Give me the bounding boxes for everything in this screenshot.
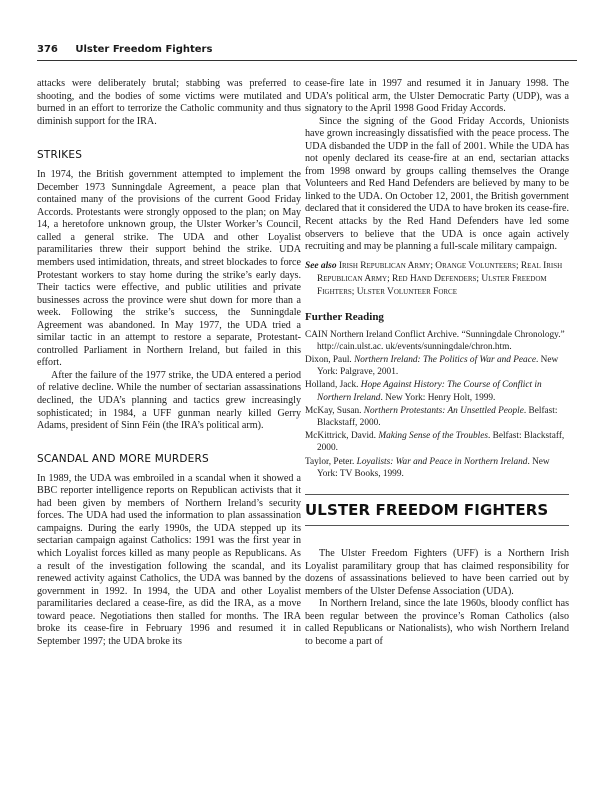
running-title: Ulster Freedom Fighters	[75, 44, 213, 55]
article-title: ULSTER FREEDOM FIGHTERS	[305, 501, 549, 520]
reference-item: CAIN Northern Ireland Conflict Archive. “Sunningdale Chronology.” http://cain.ulst.ac. uk/events/sunningdale/chron.htm.	[305, 329, 565, 352]
reference-item: Taylor, Peter. Loyalists: War and Peace in Northern Ireland. New York: TV Books, 1999.	[305, 456, 550, 479]
paragraph: After the failure of the 1977 strike, the UDA entered a period of relative decline. While the number of sectarian assassinations declined, the UDA’s planning and tactics grew increasingly sophisticated; in 1984, a UFF gunman nearly killed Gerry Adams, president of Sinn Féin (the IRA’s political arm).	[37, 369, 301, 432]
reference-item: Dixon, Paul. Northern Ireland: The Politics of War and Peace. New York: Palgrave, 2001.	[305, 355, 559, 378]
see-also-entries: Irish Republican Army; Orange Volunteers; Real Irish Republican Army; Red Hand Defenders; Ulster Freedom Fighters; Ulster Volunteer Force	[317, 260, 563, 297]
paragraph: cease-fire late in 1997 and resumed it in January 1998. The UDA’s political arm, the Ulster Democratic Party (UDP), was a signatory to the April 1998 Good Friday Accords.	[305, 78, 569, 115]
section-heading-strikes: STRIKES	[37, 149, 83, 162]
reference-item: McKittrick, David. Making Sense of the Troubles. Belfast: Blackstaff, 2000.	[305, 431, 565, 454]
running-header	[37, 44, 577, 55]
article-rule-top	[305, 494, 569, 495]
section-heading-scandal: SCANDAL AND MORE MURDERS	[37, 452, 209, 465]
header-rule	[37, 60, 577, 61]
paragraph: Since the signing of the Good Friday Accords, Unionists have grown increasingly dissatisfied with the peace process. The UDA disbanded the UDP in the fall of 2001. While the UDA has not openly declared its cease-fire at an end, sectarian attacks from 1998 onward by groups calling themselves the Orange Volunteers and Red Hand Defenders are believed by many to be linked to the UDA. On October 12, 2001, the British government declared that it considered the UDA to have broken its cease-fire. Recent attacks by the Red Hand Defenders have led some observers to believe that the UDA is once again actively recruiting and may be planning a full-scale military campaign.	[305, 115, 569, 253]
see-also-label: See also	[305, 260, 337, 271]
paragraph: In 1989, the UDA was embroiled in a scandal when it showed a BBC reporter intelligence reports on Republican activists that it had been given by members of Northern Ireland’s security forces. The UDA had used the information to plan assassination campaigns. During the early 1990s, the UDA stepped up its sectarian campaign against Catholics: 1991 was the first year in which Loyalist forces killed as many people as Republicans. As a result of the investigation following the scandal, and its renewed activity against Catholics, the UDA was banned by the government in 1992. In 1994, the UDA and other Loyalist paramilitaries declared a cease-fire, as did the IRA, as a move toward peace. Negotiations then stalled for months. The IRA broke its cease-fire in February 1996 and resumed it in September 1997; the UDA broke its	[37, 472, 301, 647]
page-number: 376	[37, 44, 58, 55]
paragraph: attacks were deliberately brutal; stabbing was preferred to shooting, and the bodies of some victims were mutilated and burned in an effort to terrorize the Catholic community and thus diminish support for the IRA.	[37, 78, 301, 127]
right-column	[305, 78, 569, 648]
article-rule-bottom	[305, 525, 569, 526]
reference-item: Holland, Jack. Hope Against History: The Course of Conflict in Northern Ireland. New York: Henry Holt, 1999.	[305, 380, 542, 403]
see-also	[305, 260, 569, 299]
reference-item: McKay, Susan. Northern Protestants: An Unsettled People. Belfast: Blackstaff, 2000.	[305, 405, 558, 429]
paragraph: In Northern Ireland, since the late 1960s, bloody conflict has been regular between the province’s Roman Catholics (also called Republicans or Nationalists), who wish Northern Ireland to become a part of	[305, 598, 569, 647]
further-reading-heading: Further Reading	[305, 310, 384, 323]
paragraph: The Ulster Freedom Fighters (UFF) is a Northern Irish Loyalist paramilitary group that has claimed responsibility for dozens of assassinations believed to have been carried out by members of the Ulster Defense Association (UDA).	[305, 548, 569, 597]
left-column	[37, 78, 301, 648]
paragraph: In 1974, the British government attempted to implement the December 1973 Sunningdale Agreement, a peace plan that contained many of the provisions of the current Good Friday Accords. Protestants were strongly opposed to the plan; on May 14, a heretofore unknown group, the Ulster Worker’s Council, called a general strike. The UDA and other Loyalist paramilitaries threw their support behind the strike. UDA members used intimidation, threats, and street blockades to force Protestant workers to stay home during the strike’s early days. Their tactics were effective, and public utilities and private businesses across the province were shut down for more than a week. Following the strike’s success, the Sunningdale Agreement was abandoned. In May 1977, the UDA tried a similar tactic in an attempt to restore a separate, Protestant-controlled Parliament in Northern Ireland, but failed in this effort.	[37, 169, 301, 369]
